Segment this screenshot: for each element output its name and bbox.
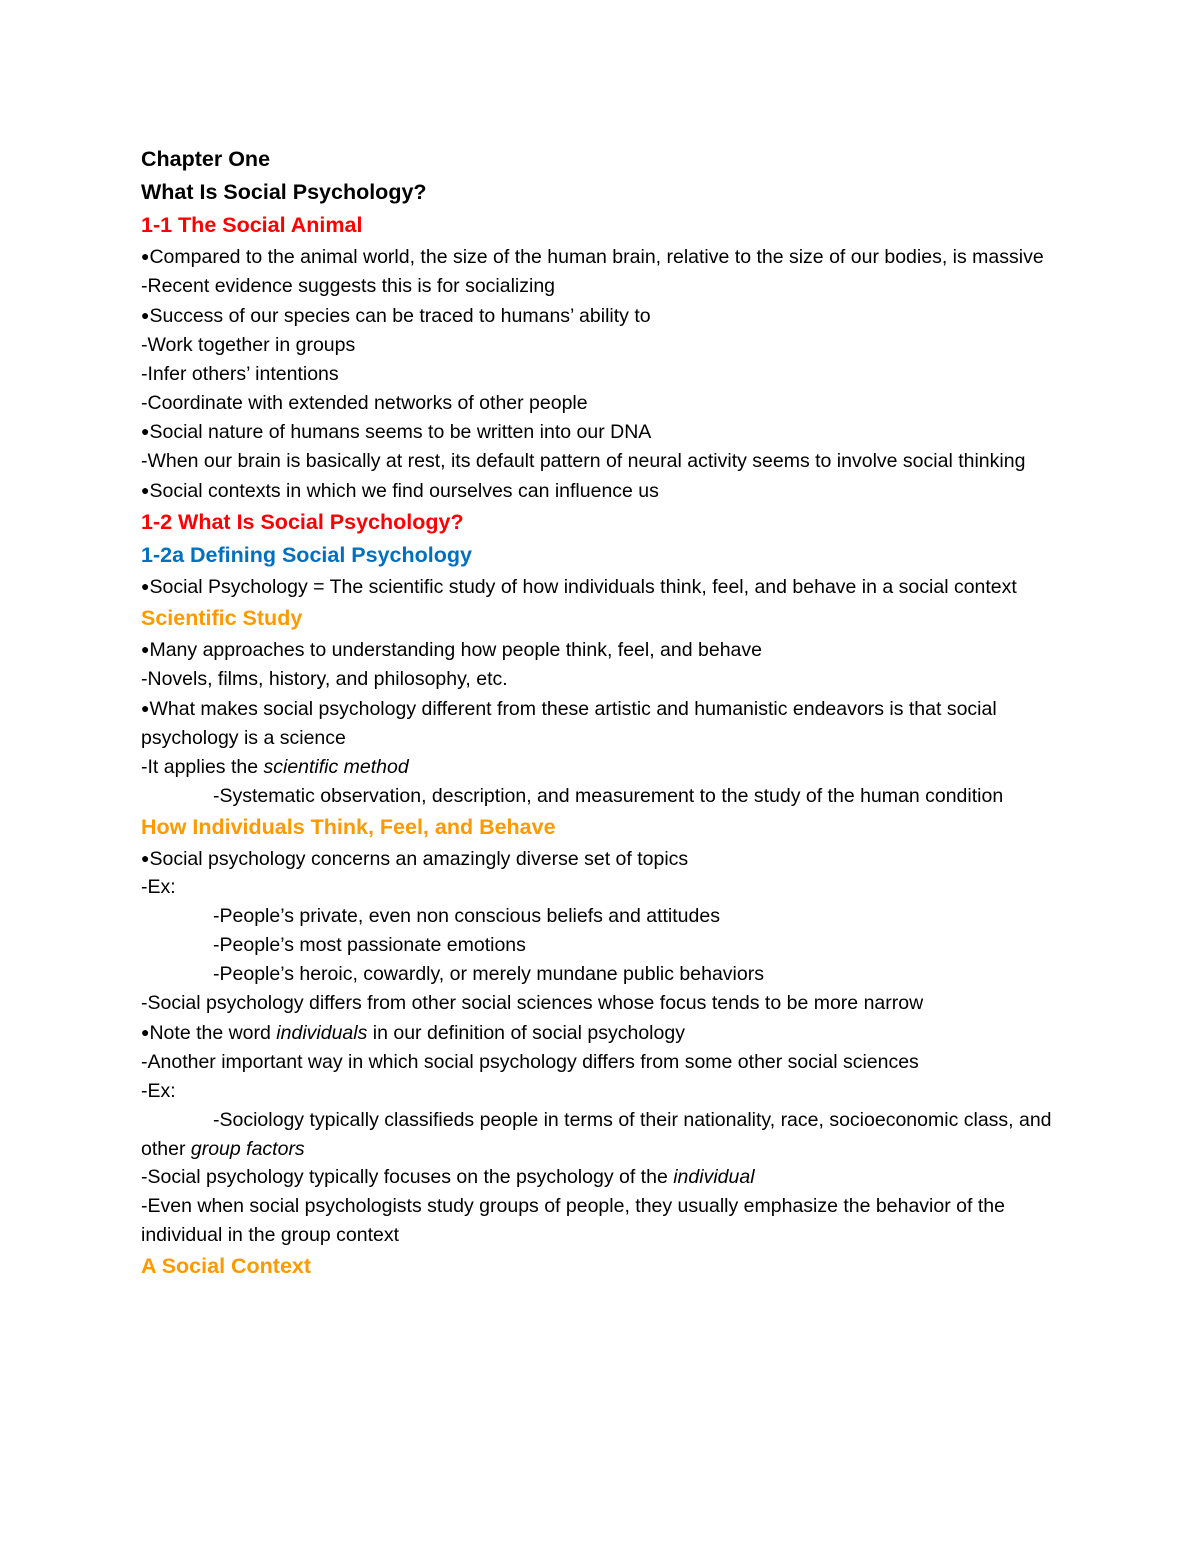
dash-item: -Recent evidence suggests this is for socializing <box>141 274 556 297</box>
topic-heading-think-feel-behave: How Individuals Think, Feel, and Behave <box>141 814 556 839</box>
bullet-icon: ● <box>141 578 150 595</box>
dash-item: -When our brain is basically at rest, its default pattern of neural activity seems to involve social thinking <box>141 450 1026 473</box>
chapter-label: Chapter One <box>141 147 271 171</box>
dash-item: -It applies the scientific method <box>141 755 409 778</box>
example-label: -Ex: <box>141 876 176 899</box>
dash-item: -Social psychology typically focuses on the psychology of the individual <box>141 1166 755 1189</box>
document-page <box>141 143 1076 1283</box>
bullet-item: ●What makes social psychology different from these artistic and humanistic endeavors is that social psychology is a science <box>141 697 997 749</box>
bullet-item: ●Success of our species can be traced to humans’ ability to <box>141 304 651 327</box>
bullet-item: ●Social contexts in which we find ourselves can influence us <box>141 480 659 503</box>
bullet-icon: ● <box>141 1023 150 1040</box>
bullet-icon: ● <box>141 482 150 499</box>
document-title: What Is Social Psychology? <box>141 180 427 204</box>
indented-item: -Systematic observation, description, and measurement to the study of the human condition <box>213 784 1004 807</box>
bullet-icon: ● <box>141 849 150 866</box>
dash-item: -Work together in groups <box>141 333 356 356</box>
section-heading-what-is: 1-2 What Is Social Psychology? <box>141 510 464 535</box>
example-label: -Ex: <box>141 1079 176 1102</box>
dash-item: -Even when social psychologists study groups of people, they usually emphasize the behavior of the individual in the group context <box>141 1195 1005 1247</box>
bullet-icon: ● <box>141 641 150 658</box>
bullet-item: ●Social psychology concerns an amazingly diverse set of topics <box>141 847 689 870</box>
bullet-icon: ● <box>141 306 150 323</box>
bullet-item: ●Note the word individuals in our definition of social psychology <box>141 1021 685 1044</box>
bullet-icon: ● <box>141 699 150 716</box>
bullet-item: ●Social Psychology = The scientific study of how individuals think, feel, and behave in a social context <box>141 576 1017 599</box>
indented-item: -People’s heroic, cowardly, or merely mundane public behaviors <box>213 963 764 986</box>
bullet-icon: ● <box>141 423 150 440</box>
subsection-heading-defining: 1-2a Defining Social Psychology <box>141 543 472 568</box>
indented-item: -People’s most passionate emotions <box>213 934 526 957</box>
dash-item: -Infer others’ intentions <box>141 362 339 385</box>
indented-item: -Sociology typically classifieds people in terms of their nationality, race, socioeconomic class, and other group factors <box>141 1108 1052 1160</box>
bullet-item: ●Many approaches to understanding how people think, feel, and behave <box>141 639 762 662</box>
topic-heading-social-context: A Social Context <box>141 1254 312 1279</box>
topic-heading-scientific-study: Scientific Study <box>141 606 303 631</box>
dash-item: -Another important way in which social psychology differs from some other social sciences <box>141 1050 919 1073</box>
bullet-item: ●Compared to the animal world, the size of the human brain, relative to the size of our bodies, is massive <box>141 246 1044 268</box>
dash-item: -Novels, films, history, and philosophy, etc. <box>141 667 508 690</box>
indented-item: -People’s private, even non conscious beliefs and attitudes <box>213 905 720 928</box>
section-heading-social-animal: 1-1 The Social Animal <box>141 213 363 237</box>
dash-item: -Coordinate with extended networks of other people <box>141 391 588 414</box>
bullet-icon: ● <box>141 248 150 264</box>
bullet-item: ●Social nature of humans seems to be written into our DNA <box>141 421 652 444</box>
dash-item: -Social psychology differs from other social sciences whose focus tends to be more narrow <box>141 992 924 1015</box>
